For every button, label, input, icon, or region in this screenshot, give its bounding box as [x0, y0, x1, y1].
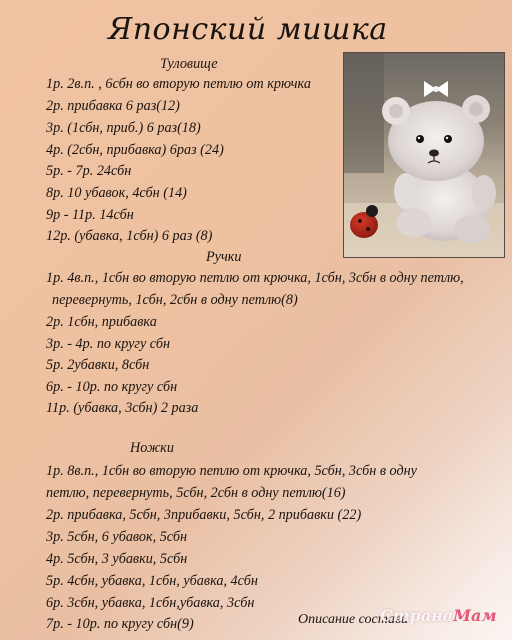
instruction-line: 9р - 11р. 14сбн — [46, 207, 134, 223]
instruction-line: 11р. (убавка, 3сбн) 2 раза — [46, 400, 199, 416]
instruction-line: 1р. 4в.п., 1сбн во вторую петлю от крючка, 1сбн, 3сбн в одну петлю, — [46, 270, 464, 286]
instruction-line: 3р. (1сбн, приб.) 6 раз(18) — [46, 120, 201, 136]
instruction-line: 4р. (2сбн, прибавка) 6раз (24) — [46, 142, 224, 158]
instruction-line: 6р. - 10р. по кругу сбн — [46, 379, 178, 395]
instruction-line: 1р. 2в.п. , 6сбн во вторую петлю от крючка — [46, 76, 311, 92]
instruction-line: 3р. 5сбн, 6 убавок, 5сбн — [46, 529, 188, 545]
page-title: Японский мишка — [108, 12, 388, 47]
instruction-line: 2р. прибавка, 5сбн, 3прибавки, 5сбн, 2 прибавки (22) — [46, 507, 362, 523]
instruction-line: 12р. (убавка, 1сбн) 6 раз (8) — [46, 228, 213, 244]
section-heading-arms: Ручки — [206, 249, 242, 265]
section-heading-legs: Ножки — [130, 440, 174, 456]
instruction-line: 2р. прибавка 6 раз(12) — [46, 98, 180, 114]
watermark-text-part2: Мам — [453, 606, 497, 625]
instruction-line: перевернуть, 1сбн, 2сбн в одну петлю(8) — [52, 292, 298, 308]
instruction-line: 1р. 8в.п., 1сбн во вторую петлю от крючка, 5сбн, 3сбн в одну — [46, 463, 417, 479]
instruction-line: петлю, перевернуть, 5сбн, 2сбн в одну петлю(16) — [46, 485, 346, 501]
instruction-line: 5р. - 7р. 24сбн — [46, 163, 132, 179]
instruction-line: 3р. - 4р. по кругу сбн — [46, 336, 171, 352]
author-caption: Описание состави — [298, 612, 409, 627]
instruction-line: 8р. 10 убавок, 4сбн (14) — [46, 185, 187, 201]
section-heading-body: Туловище — [160, 56, 218, 72]
teddy-bear-photo — [343, 52, 505, 258]
instruction-line: 5р. 2убавки, 8сбн — [46, 357, 150, 373]
instruction-line: 4р. 5сбн, 3 убавки, 5сбн — [46, 551, 188, 567]
watermark-logo — [380, 606, 497, 625]
instruction-line: 2р. 1сбн, прибавка — [46, 314, 157, 330]
instruction-line: 6р. 3сбн, убавка, 1сбн,убавка, 3сбн — [46, 595, 255, 611]
instruction-line: 7р. - 10р. по кругу сбн(9) — [46, 616, 194, 632]
watermark-text-part1: Страна — [380, 606, 454, 625]
instruction-line: 5р. 4сбн, убавка, 1сбн, убавка, 4сбн — [46, 573, 258, 589]
